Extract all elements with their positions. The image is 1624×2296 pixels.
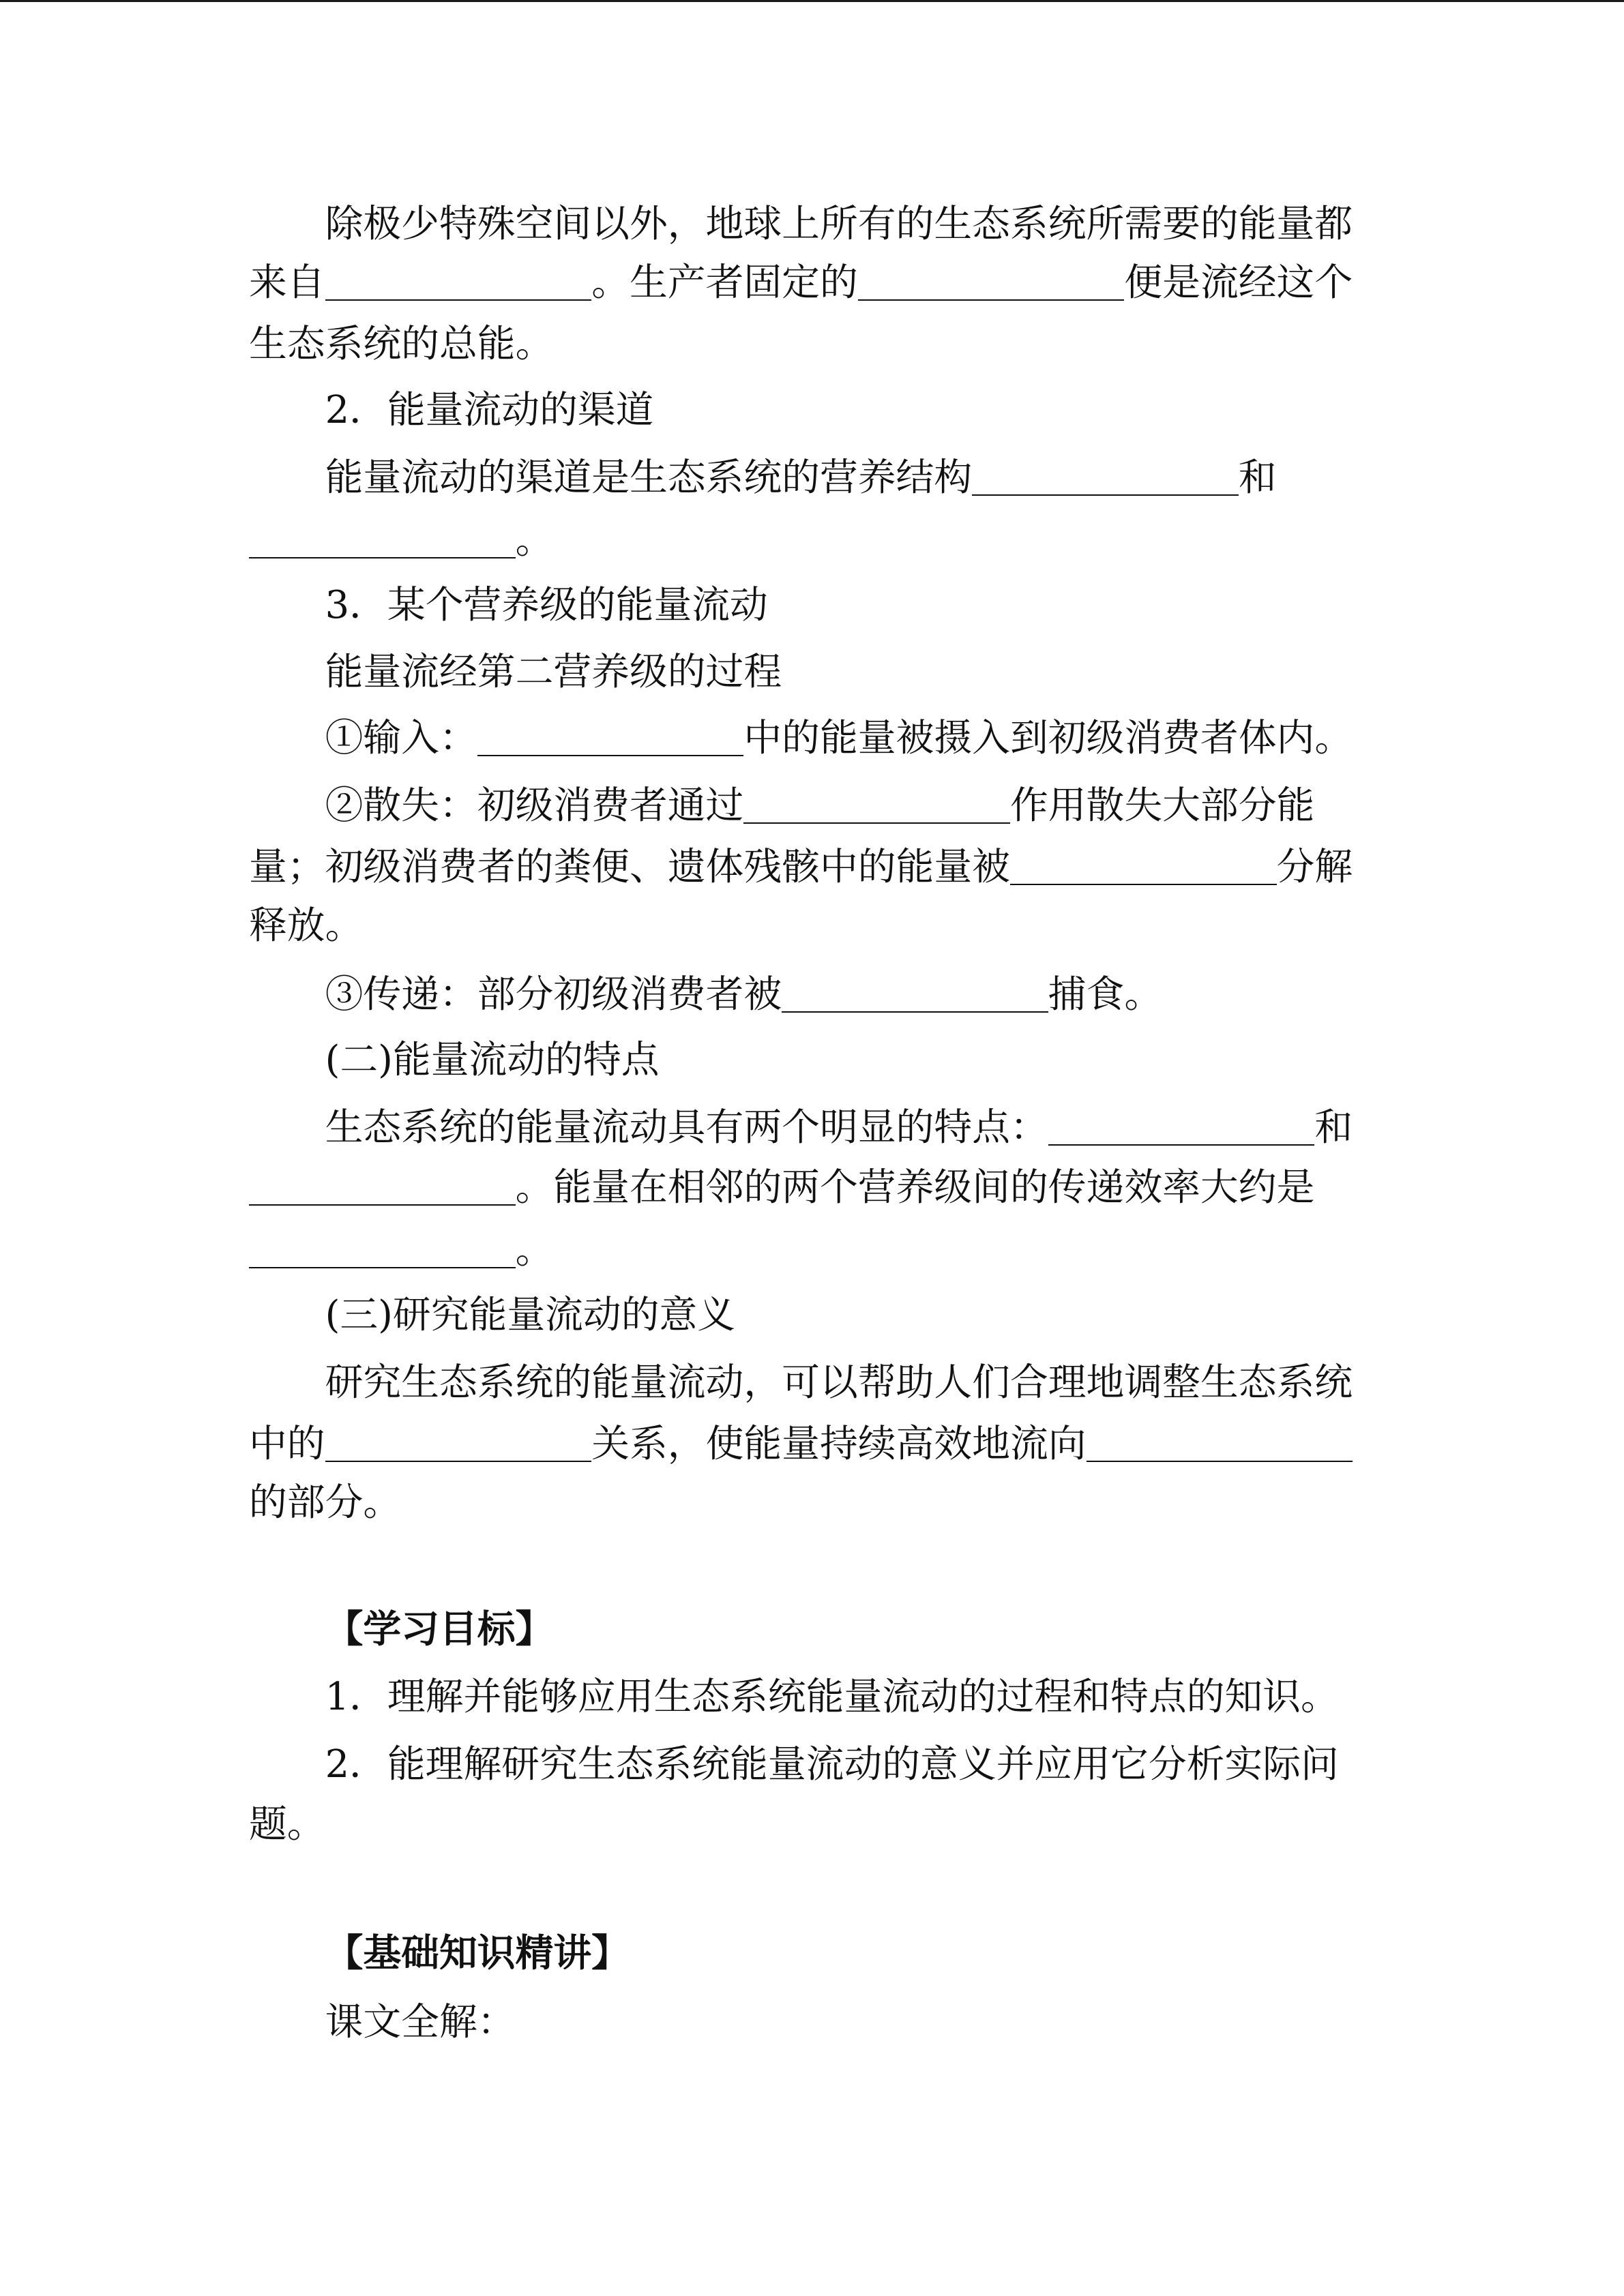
text-segment: ②散失：初级消费者通过 <box>325 784 744 828</box>
text-segment: 生态系统的能量流动具有两个明显的特点： <box>325 1105 1048 1150</box>
text-segment: 中的能量被摄入到初级消费者体内。 <box>743 716 1353 760</box>
section-title-basics: 【基础知识精讲】 <box>325 1931 630 1976</box>
text-segment: 和 <box>1314 1105 1353 1150</box>
answer-blank <box>972 459 1239 496</box>
paragraph-line <box>249 716 1353 760</box>
text-segment: 。 <box>515 1228 554 1272</box>
answer-blank <box>1010 848 1277 885</box>
text-segment: ①输入： <box>325 716 477 760</box>
text-segment: 。能量在相邻的两个营养级间的传递效率大约是 <box>515 1165 1315 1210</box>
text-segment: 关系，使能量持续高效地流向 <box>591 1422 1087 1466</box>
section-heading: 3．某个营养级的能量流动 <box>325 583 768 627</box>
text-segment: 中的 <box>249 1422 325 1466</box>
text-segment: 便是流经这个 <box>1124 260 1353 305</box>
answer-blank <box>743 787 1010 824</box>
answer-blank <box>325 1425 592 1462</box>
paragraph-line <box>249 1422 1353 1466</box>
answer-blank <box>1048 1109 1315 1146</box>
paragraph-line <box>249 1105 1353 1150</box>
paragraph-line: 的部分。 <box>249 1480 402 1525</box>
text-explanation-label: 课文全解： <box>325 2000 516 2044</box>
subsection-heading: 能量流经第二营养级的过程 <box>325 650 782 694</box>
section-heading: 2．能量流动的渠道 <box>325 388 654 432</box>
answer-blank <box>249 1169 516 1206</box>
answer-blank <box>249 522 516 558</box>
text-segment: 量；初级消费者的粪便、遗体残骸中的能量被 <box>249 845 1010 889</box>
text-segment: 和 <box>1238 456 1277 500</box>
learning-goal-item-continued: 题。 <box>249 1802 325 1847</box>
text-segment: 。生产者固定的 <box>591 260 858 305</box>
answer-blank <box>782 976 1048 1013</box>
section-title-learning-goals: 【学习目标】 <box>325 1607 554 1652</box>
paragraph-line <box>249 260 1353 305</box>
text-segment: 捕食。 <box>1048 972 1163 1017</box>
paragraph-line <box>249 972 1163 1017</box>
text-segment: 。 <box>515 518 554 563</box>
paragraph-line: 研究生态系统的能量流动，可以帮助人们合理地调整生态系统 <box>325 1360 1353 1405</box>
learning-goal-item: 1．理解并能够应用生态系统能量流动的过程和特点的知识。 <box>325 1675 1339 1719</box>
paragraph-line: 释放。 <box>249 904 364 948</box>
text-segment: 能量流动的渠道是生态系统的营养结构 <box>325 456 973 500</box>
paragraph-line <box>249 784 1315 828</box>
answer-blank <box>1087 1425 1353 1462</box>
paragraph-line <box>249 845 1353 889</box>
answer-blank <box>325 264 592 301</box>
answer-blank <box>249 1232 516 1268</box>
learning-goal-item: 2．能理解研究生态系统能量流动的意义并应用它分析实际问 <box>325 1742 1339 1787</box>
section-heading: (二)能量流动的特点 <box>325 1038 660 1082</box>
paragraph-line <box>249 456 1277 500</box>
text-segment: ③传递：部分初级消费者被 <box>325 972 782 1017</box>
text-segment: 分解 <box>1276 845 1353 889</box>
text-segment: 来自 <box>249 260 325 305</box>
answer-blank <box>858 264 1125 301</box>
paragraph-line <box>249 518 554 563</box>
text-segment: 作用散失大部分能 <box>1009 784 1315 828</box>
paragraph-line: 除极少特殊空间以外，地球上所有的生态系统所需要的能量都 <box>325 202 1353 246</box>
paragraph-line <box>249 1165 1315 1210</box>
section-heading: (三)研究能量流动的意义 <box>325 1293 736 1337</box>
paragraph-line: 生态系统的总能。 <box>249 322 554 366</box>
answer-blank <box>477 719 744 756</box>
paragraph-line <box>249 1228 554 1272</box>
